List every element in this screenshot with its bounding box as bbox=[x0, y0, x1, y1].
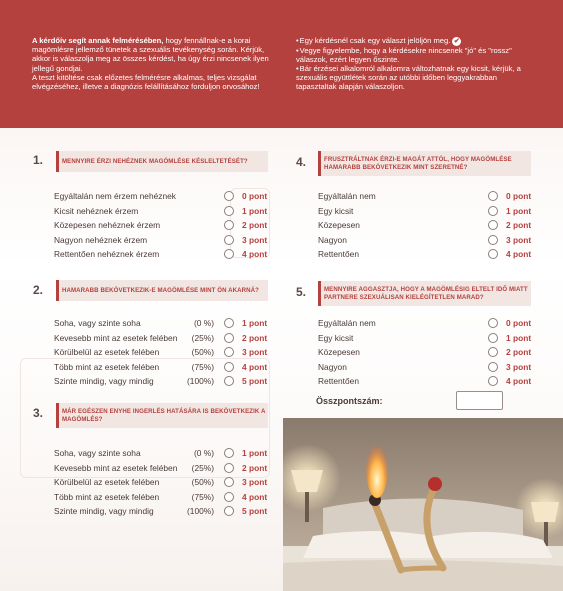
answer-radio[interactable] bbox=[224, 318, 234, 328]
total-score-label: Összpontszám: bbox=[316, 396, 383, 406]
answer-points: 4 pont bbox=[506, 376, 532, 386]
answer-percent: (75%) bbox=[191, 361, 214, 372]
answer-label: Szinte mindig, vagy mindig bbox=[54, 376, 154, 386]
answer-percent: (75%) bbox=[191, 491, 214, 502]
answer-points: 4 pont bbox=[242, 361, 268, 372]
answer-radio[interactable] bbox=[224, 235, 234, 245]
answer-percent: (25%) bbox=[191, 332, 214, 343]
answer-percent: (50%) bbox=[191, 477, 214, 487]
answer-radio[interactable] bbox=[488, 333, 498, 343]
answer-label: Rettentően bbox=[318, 249, 359, 259]
answer-label: Egy kicsit bbox=[318, 332, 354, 343]
answer-points: 0 pont bbox=[242, 191, 268, 201]
answer-option[interactable] bbox=[54, 491, 282, 505]
answer-label: Kevesebb mint az esetek felében bbox=[54, 332, 178, 343]
answer-option[interactable] bbox=[54, 332, 282, 346]
answer-radio[interactable] bbox=[488, 249, 498, 259]
answer-points: 3 pont bbox=[506, 361, 532, 372]
answer-option[interactable] bbox=[318, 332, 546, 346]
question-number: 4. bbox=[296, 155, 307, 169]
answer-radio[interactable] bbox=[224, 477, 234, 487]
answer-label: Közepesen bbox=[318, 220, 360, 230]
intro-left-column bbox=[32, 36, 272, 91]
answer-radio[interactable] bbox=[224, 220, 234, 230]
answer-option[interactable] bbox=[318, 317, 546, 331]
answer-points: 1 pont bbox=[242, 448, 268, 458]
answer-points: 3 pont bbox=[242, 234, 268, 245]
answer-option[interactable] bbox=[54, 346, 282, 360]
answer-label: Nagyon nehéznek érzem bbox=[54, 234, 148, 245]
answer-points: 4 pont bbox=[242, 491, 268, 502]
answer-option[interactable] bbox=[54, 505, 282, 519]
answer-points: 3 pont bbox=[506, 234, 532, 245]
answer-option[interactable] bbox=[318, 346, 546, 360]
check-icon: ✔ bbox=[453, 37, 460, 45]
answer-radio[interactable] bbox=[224, 448, 234, 458]
answer-percent: (100%) bbox=[187, 506, 214, 516]
answer-option[interactable] bbox=[318, 234, 546, 248]
answer-option[interactable] bbox=[54, 234, 282, 248]
answer-points: 1 pont bbox=[242, 205, 268, 216]
answer-option[interactable] bbox=[318, 375, 546, 389]
question-text: HAMARABB BEKÖVETKEZIK-E MAGÖMLÉSE MINT ÖN AKARNÁ? bbox=[56, 280, 268, 301]
answer-label: Rettentően nehéznek érzem bbox=[54, 249, 160, 259]
answer-label: Soha, vagy szinte soha bbox=[54, 448, 141, 458]
answer-percent: (0 %) bbox=[193, 318, 214, 328]
answer-points: 4 pont bbox=[506, 249, 532, 259]
answer-option[interactable] bbox=[54, 462, 282, 476]
answer-radio[interactable] bbox=[224, 191, 234, 201]
answer-label: Egyáltalán nem bbox=[318, 191, 376, 201]
answer-radio[interactable] bbox=[488, 206, 498, 216]
answer-points: 1 pont bbox=[506, 332, 532, 343]
answer-radio[interactable] bbox=[488, 362, 498, 372]
answer-label: Körülbelül az esetek felében bbox=[54, 347, 160, 357]
answer-radio[interactable] bbox=[224, 463, 234, 473]
instruction-bullet-1-text: Egy kérdésnél csak egy választ jelöljön meg. bbox=[299, 36, 451, 45]
intro-bold-lead: A kérdőív segít annak felmérésében, bbox=[32, 36, 164, 45]
answer-radio[interactable] bbox=[488, 191, 498, 201]
answer-points: 5 pont bbox=[242, 506, 268, 516]
answer-radio[interactable] bbox=[488, 376, 498, 386]
match-arms bbox=[401, 568, 443, 570]
answer-label: Közepesen nehéznek érzem bbox=[54, 220, 161, 230]
answer-points: 3 pont bbox=[242, 347, 268, 357]
answer-points: 2 pont bbox=[242, 332, 268, 343]
answer-option[interactable] bbox=[54, 219, 282, 233]
answer-percent: (50%) bbox=[191, 347, 214, 357]
answer-label: Kicsit nehéznek érzem bbox=[54, 205, 139, 216]
answer-points: 2 pont bbox=[242, 220, 268, 230]
match-head-red bbox=[428, 477, 442, 491]
answer-label: Egyáltalán nem érzem nehéznek bbox=[54, 191, 176, 201]
lamp-stand-left bbox=[305, 492, 309, 522]
answer-label: Több mint az esetek felében bbox=[54, 491, 160, 502]
answer-label: Egy kicsit bbox=[318, 205, 354, 216]
question-text: MÁR EGÉSZEN ENYHE INGERLÉS HATÁSÁRA IS BEKÖVETKEZIK A MAGÖMLÉS? bbox=[56, 403, 268, 428]
question-number: 1. bbox=[33, 153, 44, 167]
flame-icon bbox=[366, 438, 388, 498]
intro-header bbox=[0, 0, 563, 128]
answer-option[interactable] bbox=[318, 190, 546, 204]
answer-radio[interactable] bbox=[488, 318, 498, 328]
question-text: FRUSZTRÁLTNAK ÉRZI-E MAGÁT ATTÓL, HOGY MAGÖMLÉSE HAMARABB BEKÖVETKEZIK MINT SZERETNÉ? bbox=[318, 151, 531, 176]
answer-radio[interactable] bbox=[488, 220, 498, 230]
blanket-shape bbox=[283, 560, 563, 591]
answer-option[interactable] bbox=[54, 205, 282, 219]
answer-option[interactable] bbox=[54, 375, 282, 389]
answer-points: 0 pont bbox=[506, 318, 532, 328]
lamp-shade-right bbox=[531, 502, 559, 522]
answer-points: 5 pont bbox=[242, 376, 268, 386]
answer-radio[interactable] bbox=[224, 333, 234, 343]
answer-label: Szinte mindig, vagy mindig bbox=[54, 506, 154, 516]
answer-label: Soha, vagy szinte soha bbox=[54, 318, 141, 328]
answer-radio[interactable] bbox=[488, 235, 498, 245]
answer-option[interactable] bbox=[318, 219, 546, 233]
answer-option[interactable] bbox=[54, 190, 282, 204]
total-score-field[interactable] bbox=[456, 391, 503, 410]
answer-label: Kevesebb mint az esetek felében bbox=[54, 462, 178, 473]
answer-radio[interactable] bbox=[224, 206, 234, 216]
answer-label: Körülbelül az esetek felében bbox=[54, 477, 160, 487]
answer-radio[interactable] bbox=[224, 492, 234, 502]
answer-points: 4 pont bbox=[242, 249, 268, 259]
answer-option[interactable] bbox=[54, 361, 282, 375]
question-text: MENNYIRE AGGASZTJA, HOGY A MAGÖMLÉSIG ELTELT IDŐ MIATT PARTNERE SZEXUÁLISAN KIELÉGÍTETLEN MARAD? bbox=[318, 281, 531, 306]
answer-points: 2 pont bbox=[506, 220, 532, 230]
answer-label: Nagyon bbox=[318, 234, 347, 245]
answer-option[interactable] bbox=[318, 248, 546, 262]
bedroom-matches-image bbox=[283, 418, 563, 591]
answer-radio[interactable] bbox=[224, 376, 234, 386]
question-text: MENNYIRE ÉRZI NEHÉZNEK MAGÖMLÉSE KÉSLELTETÉSÉT? bbox=[56, 151, 268, 172]
answer-option[interactable] bbox=[318, 361, 546, 375]
intro-paragraph-1 bbox=[32, 36, 272, 73]
intro-right-column bbox=[296, 36, 528, 92]
answer-points: 0 pont bbox=[506, 191, 532, 201]
question-number: 2. bbox=[33, 283, 44, 297]
answer-radio[interactable] bbox=[224, 347, 234, 357]
answer-label: Közepesen bbox=[318, 347, 360, 357]
instruction-bullet-3: • Bár érzései alkalomról alkalomra változhatnak egy kicsit, kérjük, a szexuális együttlétek során az utóbbi időben leggyakrabban tapasztaltak alapján válaszoljon. bbox=[296, 64, 528, 92]
answer-option[interactable] bbox=[54, 317, 282, 331]
instruction-bullet-2: • Vegye figyelembe, hogy a kérdésekre nincsenek "jó" és "rossz" válaszok, ezért legyen őszinte. bbox=[296, 46, 528, 64]
answer-radio[interactable] bbox=[224, 249, 234, 259]
matches-illustration bbox=[283, 418, 563, 591]
intro-paragraph-1-rest: hogy fennállnak-e a korai magömlésre jellemző tünetek a szexuális tevékenység során. Kérjük, akkor is válaszolja meg az összes kérdést, ha úgy érzi nincsenek ilyen jellegű gondjai. bbox=[32, 36, 269, 73]
answer-option[interactable] bbox=[54, 447, 282, 461]
answer-percent: (0 %) bbox=[193, 448, 214, 458]
answer-label: Egyáltalán nem bbox=[318, 318, 376, 328]
intro-paragraph-2: A teszt kitöltése csak előzetes felmérésre alkalmas, teljes vizsgálat elvégzéséhez, illetve a diagnózis felállításához forduljon orvosához! bbox=[32, 72, 260, 92]
answer-option[interactable] bbox=[318, 205, 546, 219]
answer-label: Több mint az esetek felében bbox=[54, 361, 160, 372]
answer-points: 3 pont bbox=[242, 477, 268, 487]
answer-label: Nagyon bbox=[318, 361, 347, 372]
answer-radio[interactable] bbox=[224, 362, 234, 372]
answer-points: 2 pont bbox=[242, 462, 268, 473]
answer-percent: (100%) bbox=[187, 376, 214, 386]
instruction-bullet-1 bbox=[296, 36, 528, 46]
answer-points: 1 pont bbox=[242, 318, 268, 328]
answer-radio[interactable] bbox=[488, 347, 498, 357]
answer-radio[interactable] bbox=[224, 506, 234, 516]
answer-option[interactable] bbox=[54, 476, 282, 490]
question-number: 3. bbox=[33, 406, 44, 420]
answer-option[interactable] bbox=[54, 248, 282, 262]
answer-points: 2 pont bbox=[506, 347, 532, 357]
answer-points: 1 pont bbox=[506, 205, 532, 216]
answer-label: Rettentően bbox=[318, 376, 359, 386]
question-number: 5. bbox=[296, 285, 307, 299]
answer-percent: (25%) bbox=[191, 462, 214, 473]
